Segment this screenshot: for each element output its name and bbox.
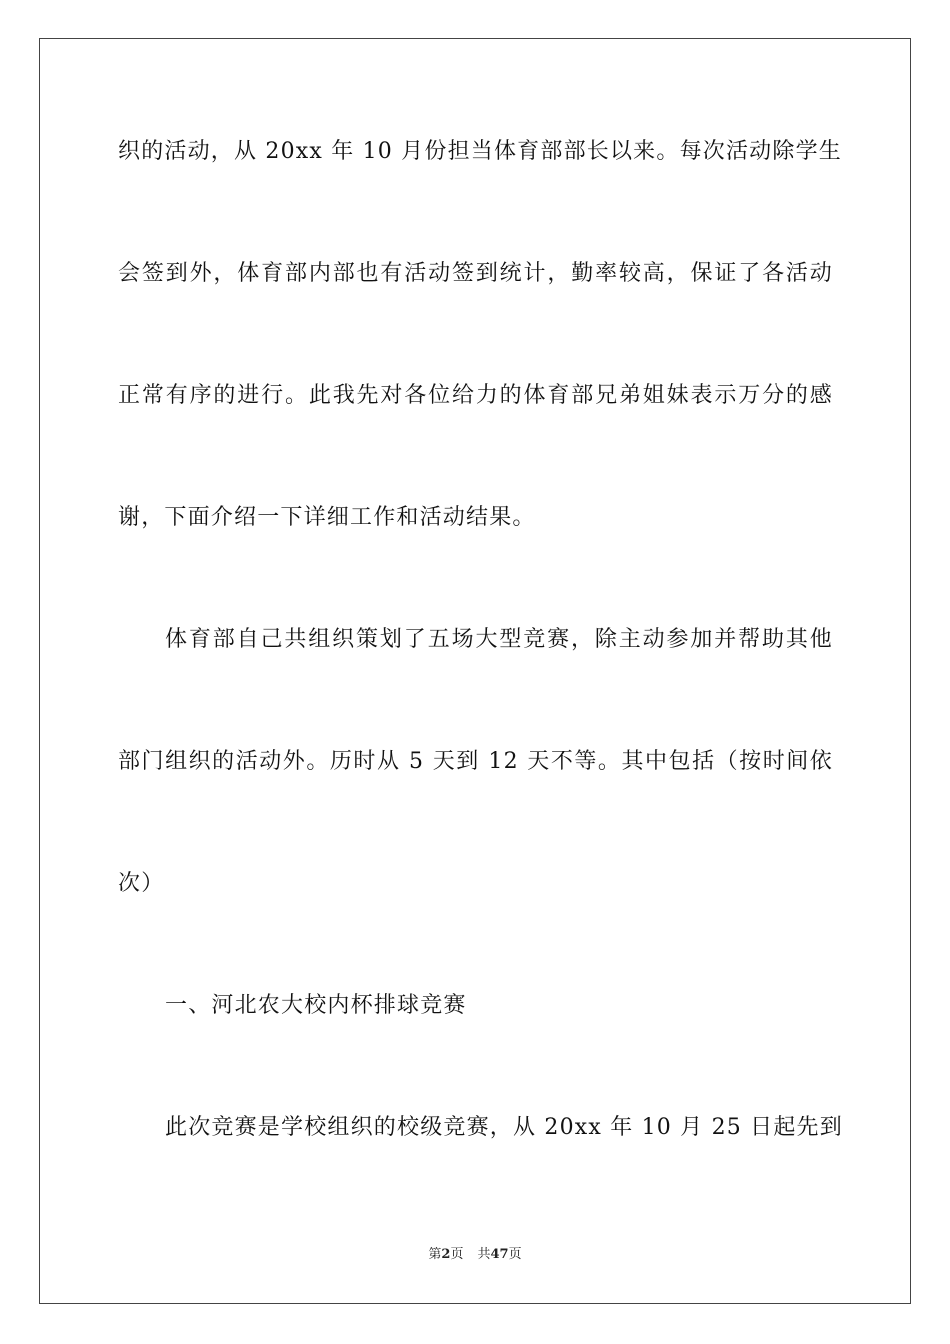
- body-line-9: 此次竞赛是学校组织的校级竞赛，从 20xx 年 10 月 25 日起先到: [165, 1115, 843, 1140]
- footer-page-unit: 页: [450, 1247, 464, 1262]
- footer-page-current: 2: [441, 1247, 451, 1262]
- body-line-3: 正常有序的进行。此我先对各位给力的体育部兄弟姐妹表示万分的感: [118, 383, 833, 408]
- footer-total-prefix: 共: [477, 1247, 491, 1262]
- body-line-4: 谢，下面介绍一下详细工作和活动结果。: [118, 505, 536, 530]
- body-line-5: 体育部自己共组织策划了五场大型竞赛，除主动参加并帮助其他: [165, 627, 833, 652]
- footer-page-total: 47: [490, 1247, 509, 1262]
- footer-total-unit: 页: [508, 1247, 522, 1262]
- body-line-2: 会签到外，体育部内部也有活动签到统计，勤率较高，保证了各活动: [118, 261, 833, 286]
- footer-page-prefix: 第: [428, 1247, 442, 1262]
- page-footer: [0, 1246, 950, 1264]
- body-line-6: 部门组织的活动外。历时从 5 天到 12 天不等。其中包括（按时间依: [118, 749, 833, 774]
- section-heading: 一、河北农大校内杯排球竞赛: [165, 993, 467, 1018]
- body-line-1: 织的活动，从 20xx 年 10 月份担当体育部部长以来。每次活动除学生: [118, 139, 842, 164]
- body-line-7: 次）: [118, 871, 165, 896]
